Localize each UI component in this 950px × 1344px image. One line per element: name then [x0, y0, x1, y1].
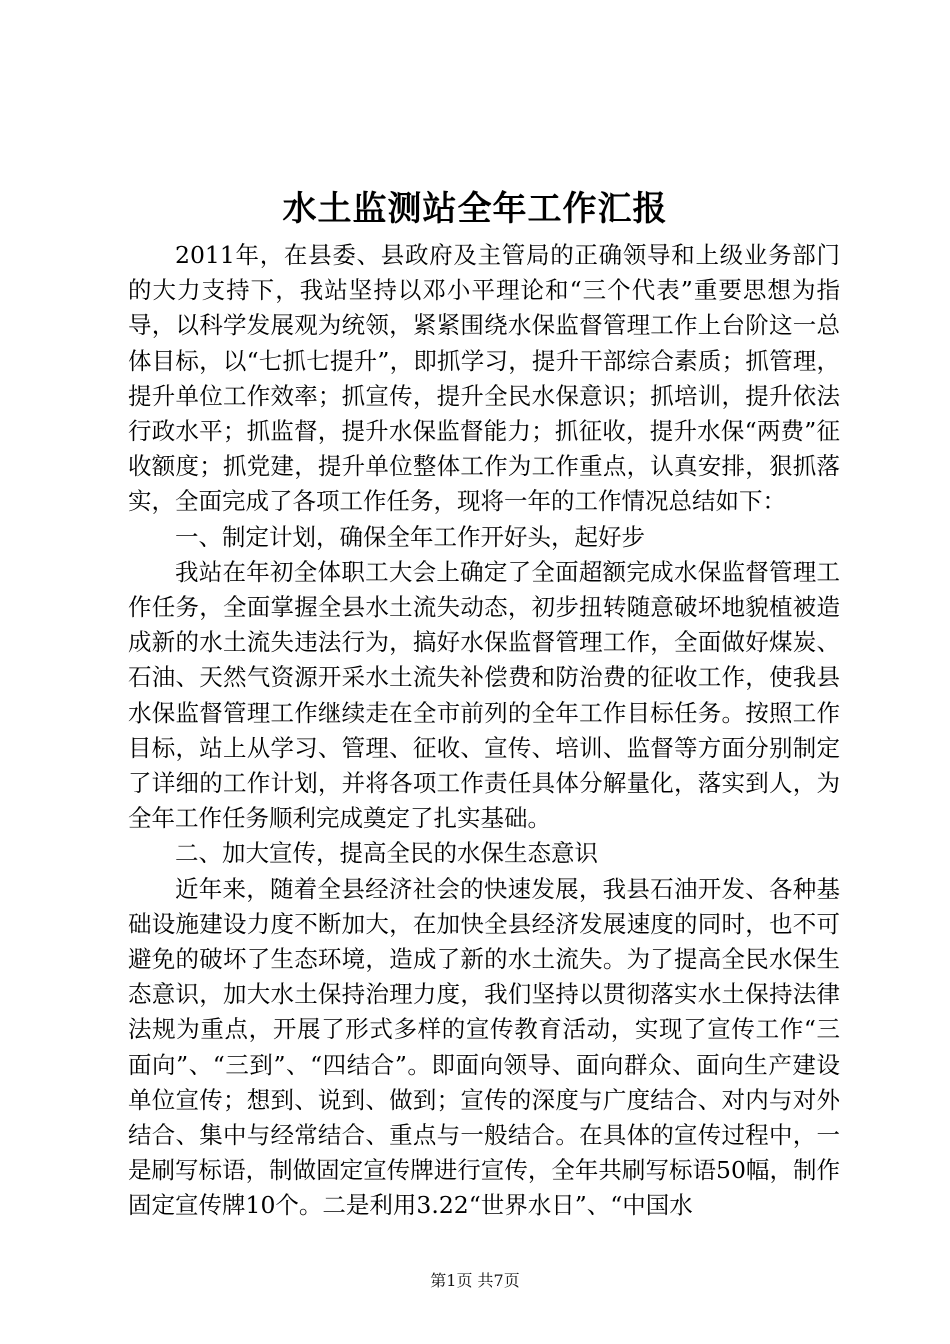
section-heading-1: 一、制定计划，确保全年工作开好头，起好步: [175, 522, 645, 551]
section-heading-2: 二、加大宣传，提高全民的水保生态意识: [175, 839, 598, 868]
section-2-paragraph: 近年来，随着全县经济社会的快速发展，我县石油开发、各种基础设施建设力度不断加大，在加快全县经济发展速度的同时，也不可避免的破坏了生态环境，造成了新的水土流失。为了提高全民水保生态意识，加大水土保持治理力度，我们坚持以贯彻落实水土保持法律法规为重点，开展了形式多样的宣传教育活动，实现了宣传工作“三面向”、“三到”、“四结合”。即面向领导、面向群众、面向生产建设单位宣传；想到、说到、做到；宣传的深度与广度结合、对内与对外结合、集中与经常结合、重点与一般结合。在具体的宣传过程中，一是刷写标语，制做固定宣传牌进行宣传，全年共刷写标语50幅，制作固定宣传牌10个。二是利用3.22“世界水日”、“中国水: [128, 874, 840, 1220]
document-body: [128, 238, 840, 1224]
document-title: 水土监测站全年工作汇报: [282, 189, 668, 229]
section-1-paragraph: 我站在年初全体职工大会上确定了全面超额完成水保监督管理工作任务，全面掌握全县水土流失动态，初步扭转随意破坏地貌植被造成新的水土流失违法行为，搞好水保监督管理工作，全面做好煤炭、石油、天然气资源开采水土流失补偿费和防治费的征收工作，使我县水保监督管理工作继续走在全市前列的全年工作目标任务。按照工作目标，站上从学习、管理、征收、宣传、培训、监督等方面分别制定了详细的工作计划，并将各项工作责任具体分解量化，落实到人，为全年工作任务顺利完成奠定了扎实基础。: [128, 557, 840, 833]
page-footer: 第1页 共7页: [430, 1271, 520, 1290]
intro-paragraph: 2011年，在县委、县政府及主管局的正确领导和上级业务部门的大力支持下，我站坚持以邓小平理论和“三个代表”重要思想为指导，以科学发展观为统领，紧紧围绕水保监督管理工作上台阶这一总体目标，以“七抓七提升”，即抓学习，提升干部综合素质；抓管理，提升单位工作效率；抓宣传，提升全民水保意识；抓培训，提升依法行政水平；抓监督，提升水保监督能力；抓征收，提升水保“两费”征收额度；抓党建，提升单位整体工作为工作重点，认真安排，狠抓落实，全面完成了各项工作任务，现将一年的工作情况总结如下：: [128, 241, 840, 516]
